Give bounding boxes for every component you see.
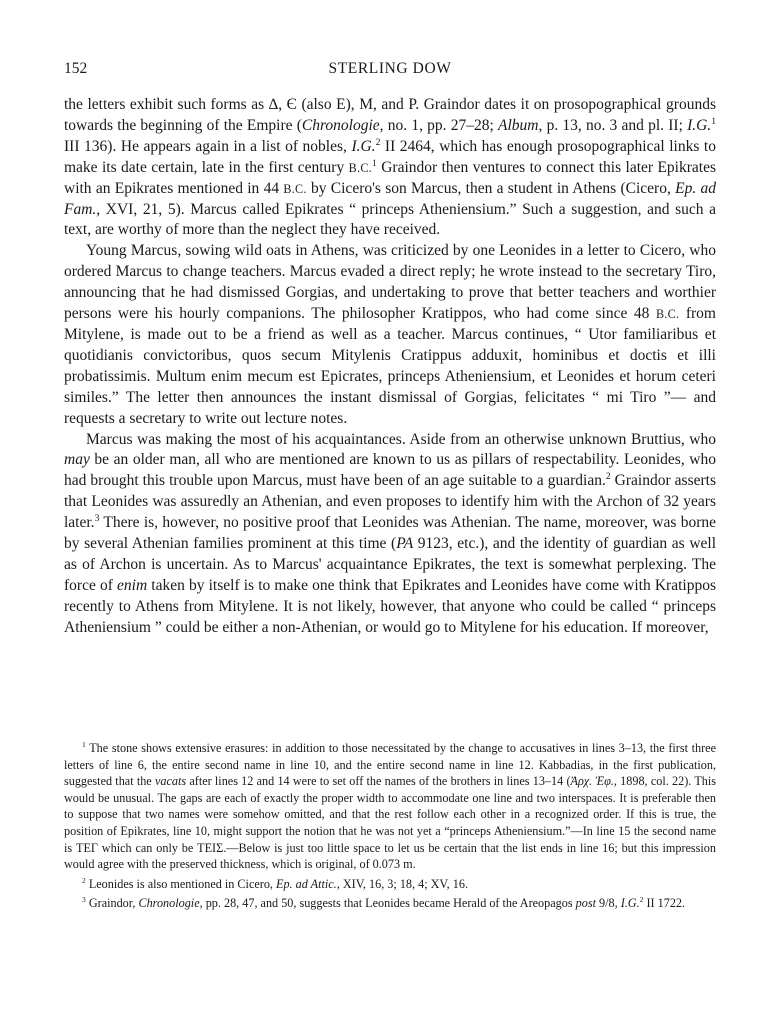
edition-superscript: 2 [375, 136, 381, 148]
footnote-ref-3[interactable]: 3 [94, 512, 100, 524]
footnote-ref-1[interactable]: 1 [372, 157, 377, 169]
emphasis: post [575, 896, 596, 911]
paragraph-1 [64, 95, 716, 241]
citation-title: Chronologie [138, 896, 200, 911]
text-run: Graindor, [85, 896, 139, 911]
footnote-ref-2[interactable]: 2 [605, 471, 611, 483]
citation-title: I.G. [351, 137, 376, 155]
text-run: II 1722. [643, 896, 686, 911]
text-run: Graindor then ventures to connect this later Epikrates with an Epikrates mentioned in 44 [64, 158, 716, 197]
era-abbreviation: B.C. [283, 181, 307, 196]
emphasis: may [64, 451, 90, 469]
text-run: after lines 12 and 14 were to set off the names of the brothers in lines 13–14 ( [186, 774, 571, 789]
text-run: , pp. 28, 47, and 50, suggests that Leonides became Herald of the Areopagos [199, 896, 576, 911]
text-run: The stone shows extensive erasures: in addition to those necessitated by the change to accusatives in lines 3–13, the first three letters of line 6, the entire second name in line 10, and the entire second name in line 12. Kabbadias, in the first publication, suggested that the [64, 741, 716, 789]
text-run: III 136). He appears again in a list of nobles, [64, 137, 352, 155]
footnote-marker: 3 [82, 895, 86, 905]
body-text [64, 95, 716, 639]
text-run: Marcus was making the most of his acquaintances. Aside from an otherwise unknown Bruttius, who [86, 430, 716, 448]
era-abbreviation: B.C. [348, 160, 372, 175]
edition-superscript: 2 [639, 895, 644, 905]
text-run: II 2464, which has enough prosopographical links to make its date certain, late in the first century [64, 137, 716, 176]
text-run: , 1898, col. 22). This would be unusual. The gaps are each of exactly the proper width to accommodate one line and two interspaces. It is preferable then to suppose that two names were somehow omitted, and that the rest follow each other in a recognized order. If this is true, the position of Epikrates, line 10, might support the notion that he was not yet a “princeps Atheniensium.”—In line 15 the second name is ΤΕΓ which can only be ΤΕΙΣ.—Below is just too little space to let us be certain that the list ends in line 16; but this impression would agree with the preserved thickness, which is original, of 0.073 m. [64, 774, 716, 872]
citation-title: I.G. [620, 896, 640, 911]
text-run: Leonides is also mentioned in Cicero, [85, 876, 277, 891]
edition-superscript: 1 [711, 115, 716, 127]
footnotes [64, 740, 716, 912]
header-author: STERLING DOW [328, 60, 452, 77]
text-run: , XIV, 16, 3; 18, 4; XV, 16. [336, 876, 468, 891]
citation-title: Ἀρχ. Ἐφ. [570, 774, 614, 789]
text-run: , p. 13, no. 3 and pl. II; [538, 116, 688, 134]
text-run: by Cicero's son Marcus, then a student in Athens (Cicero, [306, 179, 676, 197]
paragraph-3 [64, 430, 716, 639]
text-run: There is, however, no positive proof that Leonides was Athenian. The name, moreover, was borne by several Athenian families prominent at this time ( [64, 514, 716, 553]
footnote-2 [64, 876, 716, 893]
footnote-1 [64, 740, 716, 873]
paragraph-2 [64, 241, 716, 429]
text-run: 9123, etc.), and the identity of guardian as well as of Archon is uncertain. As to Marcus' acquaintance Epikrates, the text is somewhat perplexing. The force of [64, 535, 717, 594]
footnote-marker: 2 [82, 875, 86, 885]
text-run: Young Marcus, sowing wild oats in Athens, was criticized by one Leonides in a letter to Cicero, who ordered Marcus to change teachers. Marcus evaded a direct reply; he wrote instead to the secretary Tiro, announcing that he had dismissed Gorgias, and undertaking to prove that better teachers and worthier persons were his hourly companions. The philosopher Kratippos, who had come since 48 [64, 242, 716, 323]
text-run: from Mitylene, is made out to be a friend as well as a teacher. Marcus continues, “ Utor familiaribus et quotidianis convictoribus, quos secum Mitylenis Cratippus adduxit, hominibus et doctis et illi probatissimis. Multum enim mecum est Epicrates, princeps Atheniensium, et Leonides et horum ceteri similes.” The letter then announces the instant dismissal of Gorgias, felicitates “ mi Tiro ”— and requests a secretary to write out lecture notes. [64, 305, 716, 427]
running-head [64, 60, 716, 82]
emphasis: vacats [154, 774, 187, 789]
era-abbreviation: B.C. [655, 307, 680, 322]
page-number: 152 [64, 60, 88, 77]
footnote-marker: 1 [82, 739, 86, 749]
citation-title: PA [396, 535, 414, 553]
citation-title: Album [498, 116, 539, 134]
text-run: , XVI, 21, 5). Marcus called Epikrates “ princeps Atheniensium.” Such a suggestion, and such a text, are worthy of more than the neglect they have received. [64, 200, 716, 239]
text-run: , no. 1, pp. 27–28; [379, 116, 499, 134]
text-run: Graindor asserts that Leonides was assuredly an Athenian, and even proposes to identify him with the Archon of 32 years later. [64, 472, 716, 532]
citation-title: Ep. ad Fam. [64, 179, 716, 218]
text-run: be an older man, all who are mentioned are known to us as pillars of respectability. Leonides, who had brought this trouble upon Marcus, must have been of an age suitable to a guardian. [64, 451, 716, 490]
text-run: 9/8, [595, 896, 621, 911]
citation-title: Ep. ad Attic. [276, 876, 337, 891]
text-run: the letters exhibit such forms as ∆, Є (also E), M, and P. Graindor dates it on prosopographical grounds towards the beginning of the Empire ( [64, 96, 716, 134]
text-run: taken by itself is to make one think that Epikrates and Leonides have come with Kratippos recently to Athens from Mitylene. It is not likely, however, that anyone who could be called “ princeps Atheniensium ” could be either a non-Athenian, or would go to Mitylene for his education. If moreover, [64, 576, 716, 636]
citation-title: I.G. [687, 116, 712, 134]
emphasis: enim [117, 576, 148, 594]
citation-title: Chronologie [301, 116, 380, 134]
footnote-3 [64, 895, 716, 912]
